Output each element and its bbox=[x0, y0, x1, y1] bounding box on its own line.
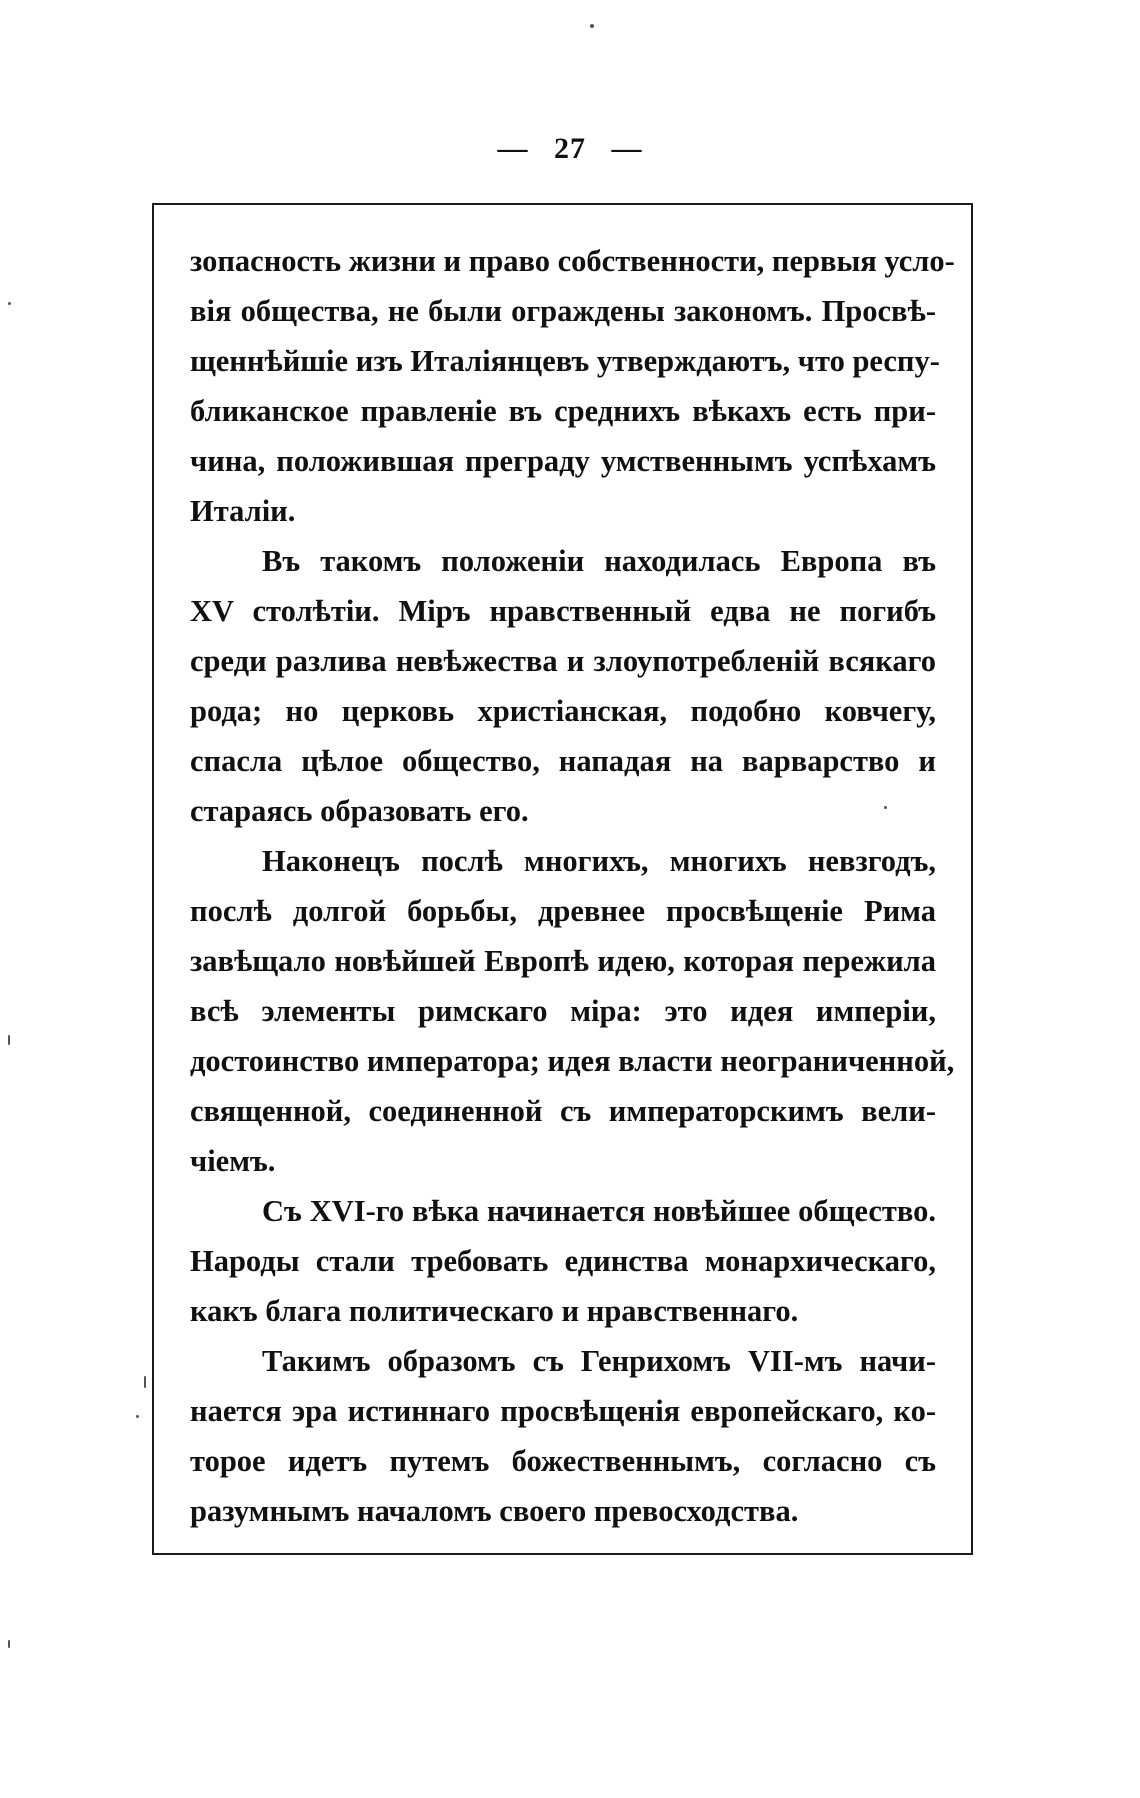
page-number: — 27 — bbox=[497, 132, 643, 165]
text-line: завѣщало новѣйшей Европѣ идею, которая пережила bbox=[190, 944, 936, 978]
text-line: достоинство императора; идея власти неограниченной, bbox=[190, 1044, 955, 1078]
text-line: Съ XVI-го вѣка начинается новѣйшее общество. bbox=[262, 1194, 936, 1228]
text-line: чіемъ. bbox=[190, 1144, 276, 1178]
scan-speck bbox=[8, 1640, 10, 1648]
text-line: какъ блага политическаго и нравственнаго. bbox=[190, 1294, 799, 1328]
text-line: XV столѣтіи. Міръ нравственный едва не погибъ bbox=[190, 594, 936, 628]
text-line: вія общества, не были ограждены закономъ. Просвѣ- bbox=[190, 294, 936, 328]
text-line: бликанское правленіе въ среднихъ вѣкахъ есть при- bbox=[190, 394, 936, 428]
scan-speck bbox=[8, 1035, 10, 1045]
text-line: всѣ элементы римскаго міра: это идея имперіи, bbox=[190, 994, 936, 1028]
text-line: нается эра истиннаго просвѣщенія европейскаго, ко- bbox=[190, 1394, 936, 1428]
text-line: Италіи. bbox=[190, 494, 296, 528]
text-line: стараясь образовать его. bbox=[190, 794, 529, 828]
scan-speck bbox=[8, 302, 11, 305]
scan-speck bbox=[884, 806, 887, 809]
scan-speck bbox=[144, 1376, 146, 1388]
text-line: торое идетъ путемъ божественнымъ, согласно съ bbox=[190, 1444, 936, 1478]
text-line: Наконецъ послѣ многихъ, многихъ невзгодъ, bbox=[262, 844, 936, 878]
scan-speck bbox=[590, 24, 594, 28]
body-text bbox=[190, 236, 955, 1536]
scan-speck bbox=[136, 1415, 139, 1418]
text-line: разумнымъ началомъ своего превосходства. bbox=[190, 1494, 799, 1528]
text-line: чина, положившая преграду умственнымъ успѣхамъ bbox=[190, 444, 936, 478]
text-line: Такимъ образомъ съ Генрихомъ VII-мъ начи- bbox=[262, 1344, 936, 1378]
text-line: послѣ долгой борьбы, древнее просвѣщеніе Рима bbox=[190, 894, 936, 928]
text-line: среди разлива невѣжества и злоупотребленій всякаго bbox=[190, 644, 936, 678]
text-line: Въ такомъ положеніи находилась Европа въ bbox=[262, 544, 936, 578]
text-line: рода; но церковь христіанская, подобно ковчегу, bbox=[190, 694, 936, 728]
text-line: священной, соединенной съ императорскимъ вели- bbox=[190, 1094, 936, 1128]
text-line: зопасность жизни и право собственности, первыя усло- bbox=[190, 244, 955, 278]
text-line: Народы стали требовать единства монархическаго, bbox=[190, 1244, 936, 1278]
text-line: спасла цѣлое общество, нападая на варварство и bbox=[190, 744, 936, 778]
text-line: щеннѣйшіе изъ Италіянцевъ утверждаютъ, что респу- bbox=[190, 344, 940, 378]
